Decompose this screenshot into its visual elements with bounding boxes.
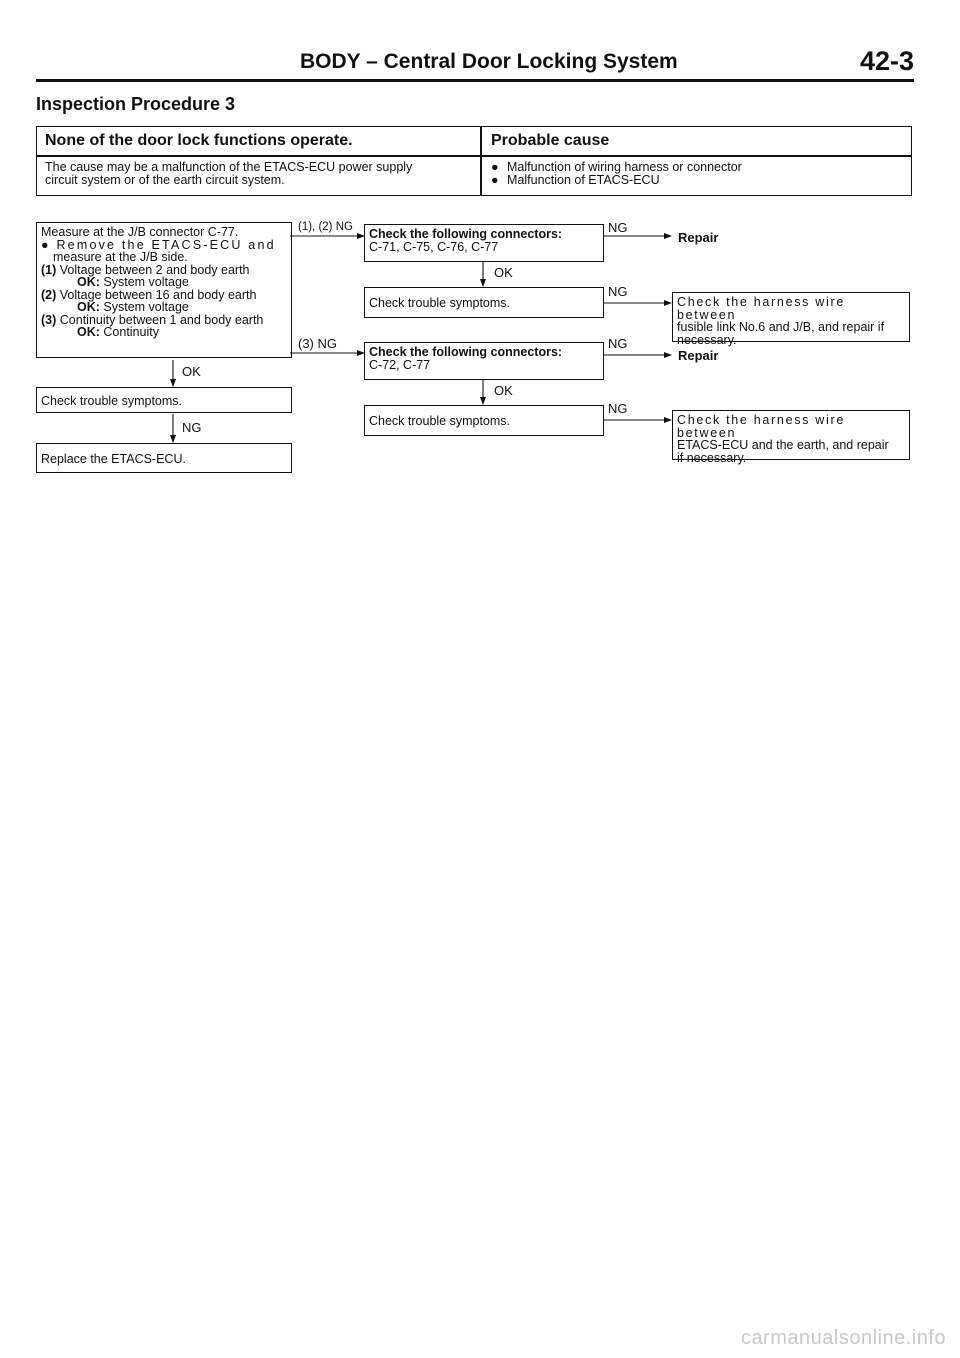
- label-ok: OK: [494, 383, 513, 398]
- label-ng: NG: [608, 336, 628, 351]
- step-number: (3): [41, 312, 57, 327]
- cause-description-line: circuit system or of the earth circuit system.: [45, 173, 285, 187]
- measure-line: Measure at the J/B connector C-77.: [41, 225, 239, 239]
- label-ng: NG: [608, 220, 628, 235]
- label-ng: NG: [608, 284, 628, 299]
- harness-check-box-b: [672, 410, 910, 465]
- bullet-icon: ●: [491, 160, 499, 174]
- measure-line: measure at the J/B side.: [53, 250, 188, 264]
- check-trouble-box-left: Check trouble symptoms.: [36, 387, 292, 413]
- label-ng: NG: [608, 401, 628, 416]
- step-number: (2): [41, 287, 57, 302]
- probable-cause-text: Malfunction of ETACS-ECU: [507, 173, 660, 187]
- connectors-list: C-72, C-77: [369, 357, 431, 372]
- harness-line: ETACS-ECU and the earth, and repair: [677, 438, 889, 452]
- measure-step-3-ok: [41, 326, 287, 339]
- harness-line: necessary.: [677, 332, 737, 347]
- ok-value: System voltage: [103, 300, 189, 314]
- label-ok: OK: [182, 364, 201, 379]
- ok-label: OK:: [77, 325, 100, 339]
- repair-label: Repair: [678, 348, 719, 363]
- symptom-heading: None of the door lock functions operate.: [45, 132, 353, 149]
- check-connectors-a-box: [364, 224, 604, 262]
- measure-jb-box: [36, 222, 292, 358]
- repair-label: Repair: [678, 230, 719, 245]
- harness-line: Check the harness wire between: [677, 295, 846, 322]
- measure-remove-text: Remove the ETACS-ECU and: [56, 237, 276, 252]
- cause-description-line: The cause may be a malfunction of the ETACS-ECU power supply: [45, 160, 413, 174]
- label-ok: OK: [494, 265, 513, 280]
- bullet-icon: ●: [491, 173, 499, 187]
- procedure-title: Inspection Procedure 3: [36, 94, 236, 114]
- bullet-icon: ●: [41, 237, 51, 252]
- ok-label: OK:: [77, 275, 100, 289]
- label-ng: NG: [182, 420, 202, 435]
- ok-value: System voltage: [103, 275, 189, 289]
- connectors-list: C-71, C-75, C-76, C-77: [369, 239, 499, 254]
- connectors-title: Check the following connectors:: [369, 227, 563, 241]
- page-header-title: BODY – Central Door Locking System: [300, 50, 678, 73]
- probable-cause-text: Malfunction of wiring harness or connector: [507, 160, 742, 174]
- connectors-title: Check the following connectors:: [369, 345, 563, 359]
- step-text: Voltage between 16 and body earth: [59, 287, 257, 302]
- check-trouble-box-a: Check trouble symptoms.: [364, 287, 604, 318]
- check-connectors-b-box: [364, 342, 604, 380]
- harness-line: if necessary.: [677, 450, 747, 465]
- probable-cause-heading: Probable cause: [491, 132, 610, 149]
- replace-ecu-box: Replace the ETACS-ECU.: [36, 443, 292, 473]
- watermark: carmanualsonline.info: [740, 1327, 946, 1349]
- check-trouble-box-b: Check trouble symptoms.: [364, 405, 604, 436]
- ok-label: OK:: [77, 300, 100, 314]
- harness-line: Check the harness wire between: [677, 413, 846, 440]
- ok-value: Continuity: [103, 325, 159, 339]
- step-number: (1): [41, 262, 57, 277]
- harness-check-box-a: [672, 292, 910, 347]
- page-number: 42-3: [859, 46, 914, 76]
- harness-line: fusible link No.6 and J/B, and repair if: [677, 320, 885, 334]
- label-ng-3: (3) NG: [298, 336, 337, 351]
- label-ng-1-2: (1), (2) NG: [298, 221, 353, 233]
- step-text: Continuity between 1 and body earth: [59, 312, 264, 327]
- step-text: Voltage between 2 and body earth: [59, 262, 250, 277]
